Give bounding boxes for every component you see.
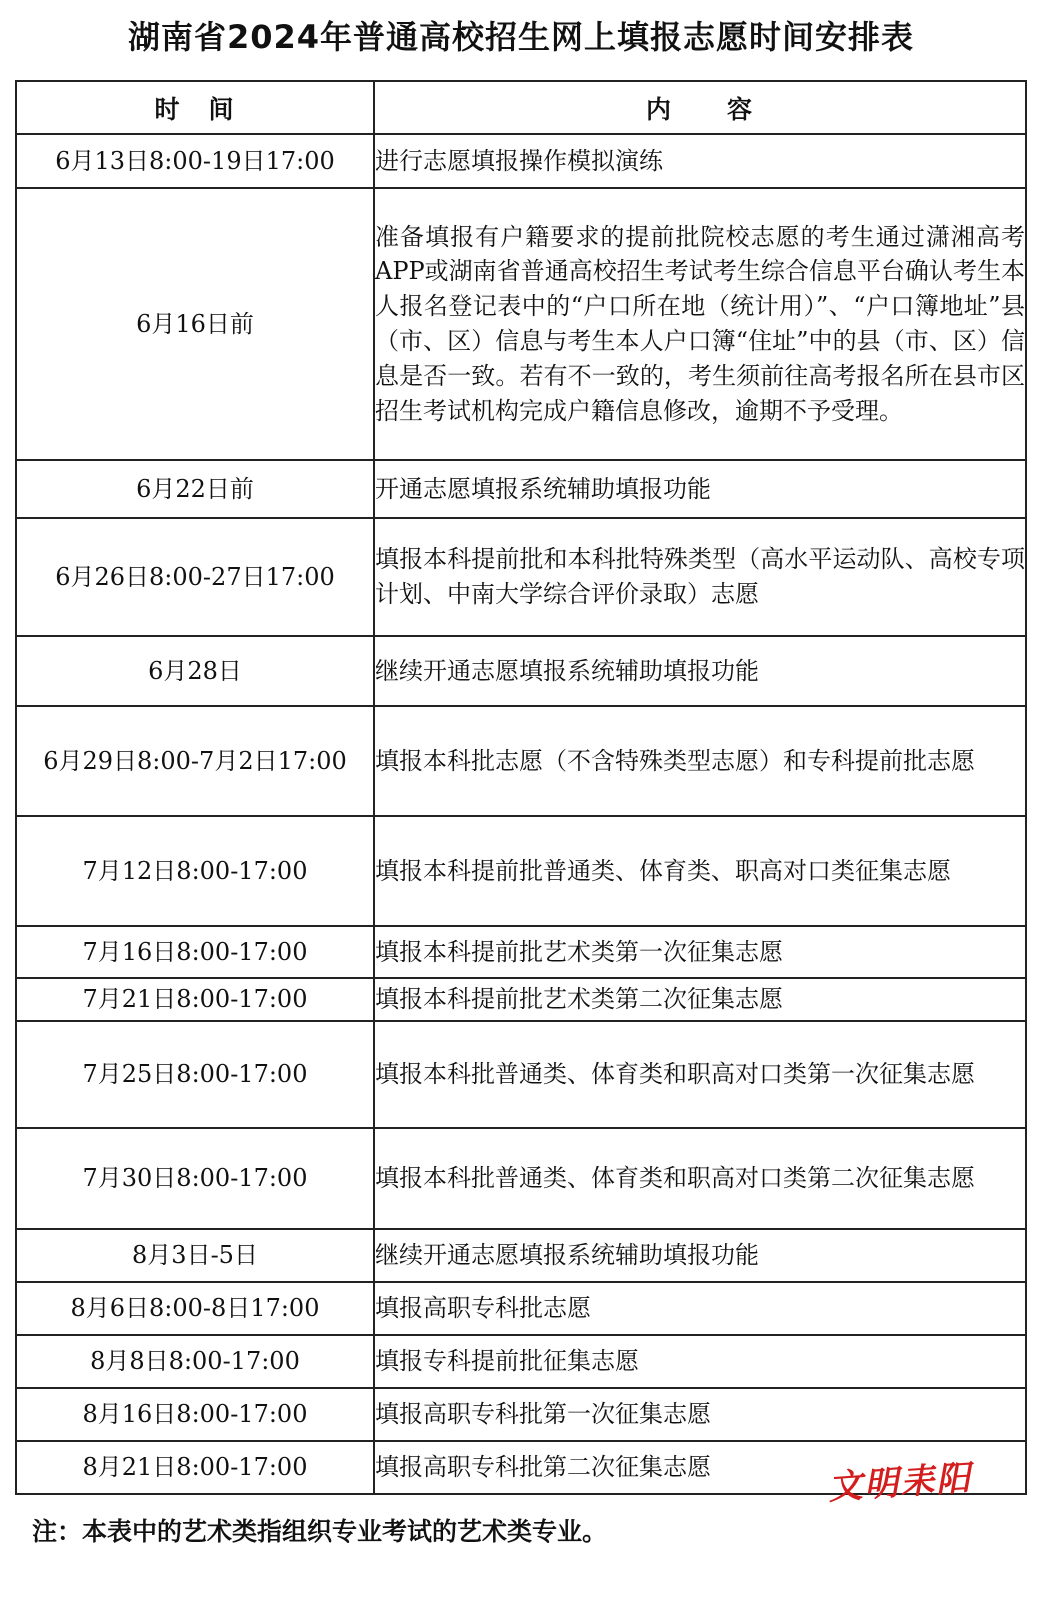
row-time: 7月25日8:00-17:00 xyxy=(16,1021,374,1128)
header-time: 时 间 xyxy=(16,81,374,134)
row-content: 进行志愿填报操作模拟演练 xyxy=(374,134,1026,188)
schedule-table xyxy=(15,80,1027,1495)
row-time: 8月3日-5日 xyxy=(16,1229,374,1282)
row-content: 填报高职专科批第二次征集志愿 xyxy=(374,1441,1026,1494)
table-row xyxy=(16,978,1026,1021)
row-content: 填报本科批普通类、体育类和职高对口类第一次征集志愿 xyxy=(374,1021,1026,1128)
table-row xyxy=(16,1021,1026,1128)
footnote: 注：本表中的艺术类指组织专业考试的艺术类专业。 xyxy=(32,1517,608,1546)
row-content: 填报高职专科批志愿 xyxy=(374,1282,1026,1335)
header-content: 内 容 xyxy=(374,81,1026,134)
row-time: 8月6日8:00-8日17:00 xyxy=(16,1282,374,1335)
row-time: 7月21日8:00-17:00 xyxy=(16,978,374,1021)
row-content: 填报本科批普通类、体育类和职高对口类第二次征集志愿 xyxy=(374,1128,1026,1229)
row-time: 7月16日8:00-17:00 xyxy=(16,926,374,978)
table-row xyxy=(16,460,1026,518)
row-time: 6月16日前 xyxy=(16,188,374,460)
row-content: 填报专科提前批征集志愿 xyxy=(374,1335,1026,1388)
row-time: 6月28日 xyxy=(16,636,374,706)
table-row xyxy=(16,1128,1026,1229)
watermark-logo: 文明耒阳 xyxy=(827,1458,974,1508)
row-content: 继续开通志愿填报系统辅助填报功能 xyxy=(374,1229,1026,1282)
page-title: 湖南省2024年普通高校招生网上填报志愿时间安排表 xyxy=(127,18,915,56)
table-row xyxy=(16,518,1026,636)
table-header-row xyxy=(16,81,1026,134)
row-content: 填报本科提前批艺术类第一次征集志愿 xyxy=(374,926,1026,978)
row-content: 填报高职专科批第一次征集志愿 xyxy=(374,1388,1026,1441)
table-row xyxy=(16,134,1026,188)
row-content: 填报本科提前批艺术类第二次征集志愿 xyxy=(374,978,1026,1021)
row-content: 准备填报有户籍要求的提前批院校志愿的考生通过潇湘高考APP或湖南省普通高校招生考试考生综合信息平台确认考生本人报名登记表中的“户口所在地（统计用）”、“户口簿地址”县（市、区）信息与考生本人户口簿“住址”中的县（市、区）信息是否一致。若有不一致的，考生须前往高考报名所在县市区招生考试机构完成户籍信息修改，逾期不予受理。 xyxy=(374,188,1026,460)
row-content: 填报本科提前批普通类、体育类、职高对口类征集志愿 xyxy=(374,816,1026,926)
table-row xyxy=(16,1229,1026,1282)
table-row xyxy=(16,1282,1026,1335)
row-time: 8月16日8:00-17:00 xyxy=(16,1388,374,1441)
row-time: 6月13日8:00-19日17:00 xyxy=(16,134,374,188)
table-row xyxy=(16,816,1026,926)
row-time: 6月29日8:00-7月2日17:00 xyxy=(16,706,374,816)
table-row xyxy=(16,1388,1026,1441)
row-content: 填报本科批志愿（不含特殊类型志愿）和专科提前批志愿 xyxy=(374,706,1026,816)
table-row xyxy=(16,636,1026,706)
row-content: 继续开通志愿填报系统辅助填报功能 xyxy=(374,636,1026,706)
table-row xyxy=(16,926,1026,978)
table-row xyxy=(16,1335,1026,1388)
row-time: 8月8日8:00-17:00 xyxy=(16,1335,374,1388)
row-content: 填报本科提前批和本科批特殊类型（高水平运动队、高校专项计划、中南大学综合评价录取）志愿 xyxy=(374,518,1026,636)
row-time: 7月12日8:00-17:00 xyxy=(16,816,374,926)
row-time: 8月21日8:00-17:00 xyxy=(16,1441,374,1494)
table-row xyxy=(16,706,1026,816)
row-time: 7月30日8:00-17:00 xyxy=(16,1128,374,1229)
row-time: 6月26日8:00-27日17:00 xyxy=(16,518,374,636)
row-time: 6月22日前 xyxy=(16,460,374,518)
table-row xyxy=(16,188,1026,460)
row-content: 开通志愿填报系统辅助填报功能 xyxy=(374,460,1026,518)
